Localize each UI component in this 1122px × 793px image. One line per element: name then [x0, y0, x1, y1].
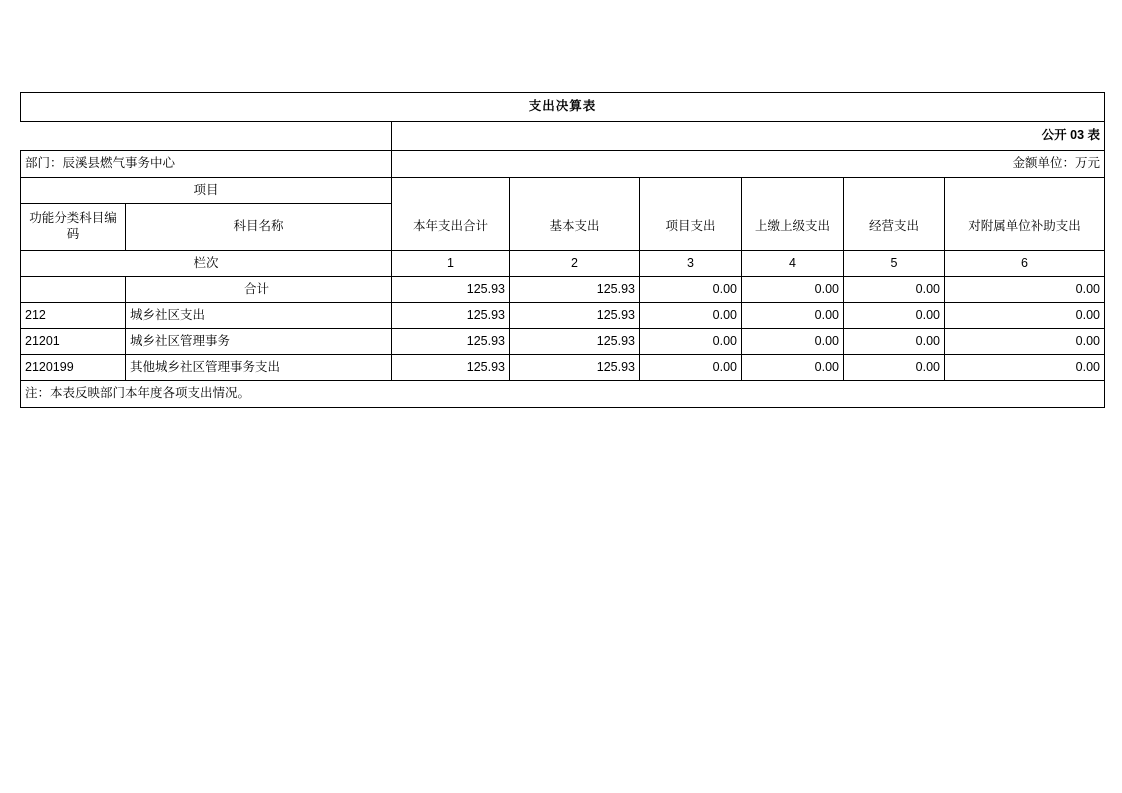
row-value-basic: 125.93 — [510, 329, 640, 355]
expenditure-final-accounts-table — [20, 92, 1105, 408]
table-row — [21, 277, 1105, 303]
header-project-expenditure: 项目支出 — [640, 204, 742, 251]
header-total-expenditure: 本年支出合计 — [392, 204, 510, 251]
row-value-total: 125.93 — [392, 303, 510, 329]
col-header-total-top — [392, 178, 510, 204]
row-value-upper: 0.00 — [742, 355, 844, 381]
column-index-3: 3 — [640, 251, 742, 277]
row-value-project: 0.00 — [640, 355, 742, 381]
row-name: 城乡社区支出 — [126, 303, 392, 329]
row-value-project: 0.00 — [640, 277, 742, 303]
public-form-number: 公开 03 表 — [392, 122, 1105, 151]
row-value-operating: 0.00 — [844, 277, 945, 303]
row-name: 合计 — [126, 277, 392, 303]
row-value-upper: 0.00 — [742, 329, 844, 355]
public-label-row — [21, 122, 1105, 151]
col-header-upper-top — [742, 178, 844, 204]
row-code: 212 — [21, 303, 126, 329]
public-label-spacer — [21, 122, 392, 151]
project-group-row — [21, 178, 1105, 204]
row-value-project: 0.00 — [640, 329, 742, 355]
row-value-total: 125.93 — [392, 355, 510, 381]
row-value-subsidy: 0.00 — [945, 329, 1105, 355]
row-value-subsidy: 0.00 — [945, 277, 1105, 303]
row-value-total: 125.93 — [392, 277, 510, 303]
header-subject-name: 科目名称 — [126, 204, 392, 251]
row-code: 21201 — [21, 329, 126, 355]
row-value-subsidy: 0.00 — [945, 303, 1105, 329]
row-value-basic: 125.93 — [510, 355, 640, 381]
department-label: 部门：辰溪县燃气事务中心 — [21, 151, 392, 178]
header-subsidy-expenditure: 对附属单位补助支出 — [945, 204, 1105, 251]
row-name: 城乡社区管理事务 — [126, 329, 392, 355]
row-value-total: 125.93 — [392, 329, 510, 355]
col-header-subsidy-top — [945, 178, 1105, 204]
row-value-operating: 0.00 — [844, 329, 945, 355]
column-index-6: 6 — [945, 251, 1105, 277]
col-header-project-top — [640, 178, 742, 204]
header-basic-expenditure: 基本支出 — [510, 204, 640, 251]
column-index-1: 1 — [392, 251, 510, 277]
row-code: 2120199 — [21, 355, 126, 381]
amount-unit-label: 金额单位：万元 — [392, 151, 1105, 178]
column-index-2: 2 — [510, 251, 640, 277]
table-note: 注：本表反映部门本年度各项支出情况。 — [21, 381, 1105, 408]
header-operating-expenditure: 经营支出 — [844, 204, 945, 251]
note-row — [21, 381, 1105, 408]
col-header-basic-top — [510, 178, 640, 204]
column-header-row — [21, 204, 1105, 251]
row-value-basic: 125.93 — [510, 303, 640, 329]
column-index-row — [21, 251, 1105, 277]
title-row — [21, 93, 1105, 122]
column-index-4: 4 — [742, 251, 844, 277]
row-value-basic: 125.93 — [510, 277, 640, 303]
project-group-label: 项目 — [21, 178, 392, 204]
row-value-upper: 0.00 — [742, 303, 844, 329]
header-upper-level-expenditure: 上缴上级支出 — [742, 204, 844, 251]
col-header-operating-top — [844, 178, 945, 204]
table-row — [21, 303, 1105, 329]
department-row — [21, 151, 1105, 178]
row-value-operating: 0.00 — [844, 355, 945, 381]
header-function-code: 功能分类科目编码 — [21, 204, 126, 251]
column-index-label: 栏次 — [21, 251, 392, 277]
row-value-subsidy: 0.00 — [945, 355, 1105, 381]
row-code — [21, 277, 126, 303]
row-value-project: 0.00 — [640, 303, 742, 329]
row-name: 其他城乡社区管理事务支出 — [126, 355, 392, 381]
row-value-operating: 0.00 — [844, 303, 945, 329]
page-title: 支出决算表 — [21, 93, 1105, 122]
row-value-upper: 0.00 — [742, 277, 844, 303]
table-row — [21, 329, 1105, 355]
column-index-5: 5 — [844, 251, 945, 277]
table-row — [21, 355, 1105, 381]
